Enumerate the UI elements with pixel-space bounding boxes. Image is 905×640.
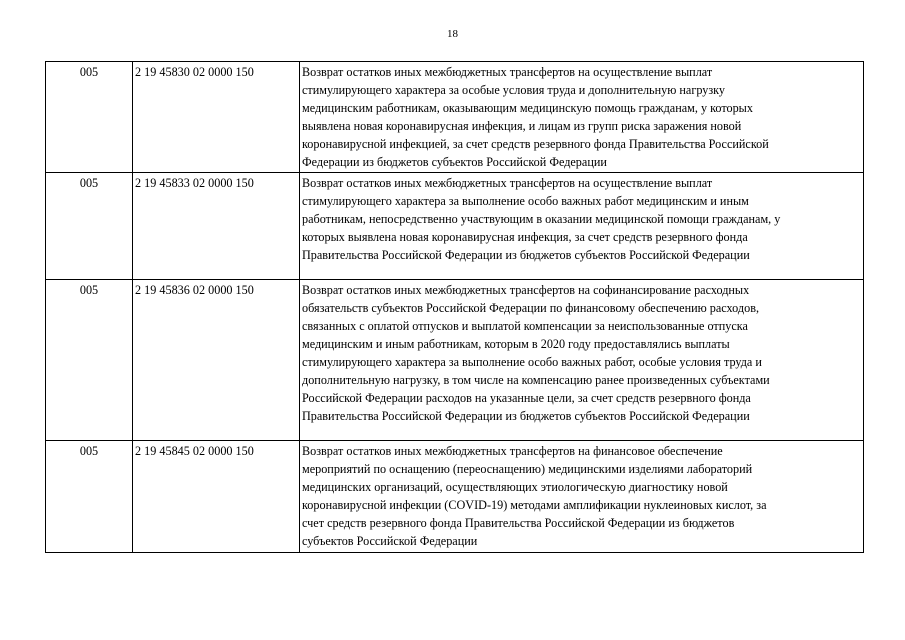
text-line: Правительства Российской Федерации из бюджетов субъектов Российской Федерации — [302, 248, 750, 262]
text-line: Правительства Российской Федерации из бюджетов субъектов Российской Федерации — [302, 409, 750, 423]
text-line: работникам, непосредственно участвующим в оказании медицинской помощи гражданам, у — [302, 212, 781, 226]
text-line: обязательств субъектов Российской Федерации по финансовому обеспечению расходов, — [302, 301, 760, 315]
text-line: которых выявлена новая коронавирусная инфекция, за счет средств резервного фонда — [302, 230, 748, 244]
admin-code-cell: 005 — [46, 441, 133, 553]
text-line: Российской Федерации расходов на указанные цели, за счет средств резервного фонда — [302, 391, 751, 405]
text-line: мероприятий по оснащению (переоснащению) медицинскими изделиями лабораторий — [302, 462, 753, 476]
kbk-code-cell: 2 19 45836 02 0000 150 — [133, 280, 300, 441]
text-line: Возврат остатков иных межбюджетных трансфертов на осуществление выплат — [302, 65, 713, 79]
text-line: стимулирующего характера за выполнение особо важных работ, особые условия труда и — [302, 355, 762, 369]
income-name-cell — [300, 173, 864, 280]
text-line: стимулирующего характера за выполнение особо важных работ медицинским и иным — [302, 194, 749, 208]
budget-classification-table — [45, 61, 864, 553]
kbk-code-cell: 2 19 45830 02 0000 150 — [133, 62, 300, 173]
table-row — [46, 173, 864, 280]
income-name-cell — [300, 280, 864, 441]
table-row — [46, 441, 864, 553]
text-line: коронавирусной инфекции (COVID-19) методами амплификации нуклеиновых кислот, за — [302, 498, 767, 512]
table-row — [46, 62, 864, 173]
text-line: медицинским работникам, оказывающим медицинскую помощь гражданам, у которых — [302, 101, 753, 115]
text-line: дополнительную нагрузку, в том числе на компенсацию ранее произведенных субъектами — [302, 373, 770, 387]
text-line: медицинских организаций, осуществляющих этиологическую диагностику новой — [302, 480, 728, 494]
admin-code-cell: 005 — [46, 62, 133, 173]
text-line: счет средств резервного фонда Правительства Российской Федерации из бюджетов — [302, 516, 735, 530]
admin-code-cell: 005 — [46, 280, 133, 441]
text-line: Возврат остатков иных межбюджетных трансфертов на осуществление выплат — [302, 176, 713, 190]
admin-code-cell: 005 — [46, 173, 133, 280]
page-number: 18 — [447, 28, 458, 40]
text-line: коронавирусной инфекцией, за счет средств резервного фонда Правительства Российской — [302, 137, 769, 151]
text-line: Федерации из бюджетов субъектов Российской Федерации — [302, 155, 607, 169]
text-line: Возврат остатков иных межбюджетных трансфертов на софинансирование расходных — [302, 283, 750, 297]
income-name-cell — [300, 441, 864, 553]
kbk-code-cell: 2 19 45833 02 0000 150 — [133, 173, 300, 280]
text-line: стимулирующего характера за особые условия труда и дополнительную нагрузку — [302, 83, 726, 97]
text-line: субъектов Российской Федерации — [302, 534, 478, 548]
text-line: медицинским и иным работникам, которым в 2020 году предоставлялись выплаты — [302, 337, 730, 351]
text-line: выявлена новая коронавирусная инфекция, и лицам из групп риска заражения новой — [302, 119, 742, 133]
text-line: Возврат остатков иных межбюджетных трансфертов на финансовое обеспечение — [302, 444, 723, 458]
text-line: связанных с оплатой отпусков и выплатой компенсации за неиспользованные отпуска — [302, 319, 748, 333]
table-row — [46, 280, 864, 441]
kbk-code-cell: 2 19 45845 02 0000 150 — [133, 441, 300, 553]
income-name-cell — [300, 62, 864, 173]
